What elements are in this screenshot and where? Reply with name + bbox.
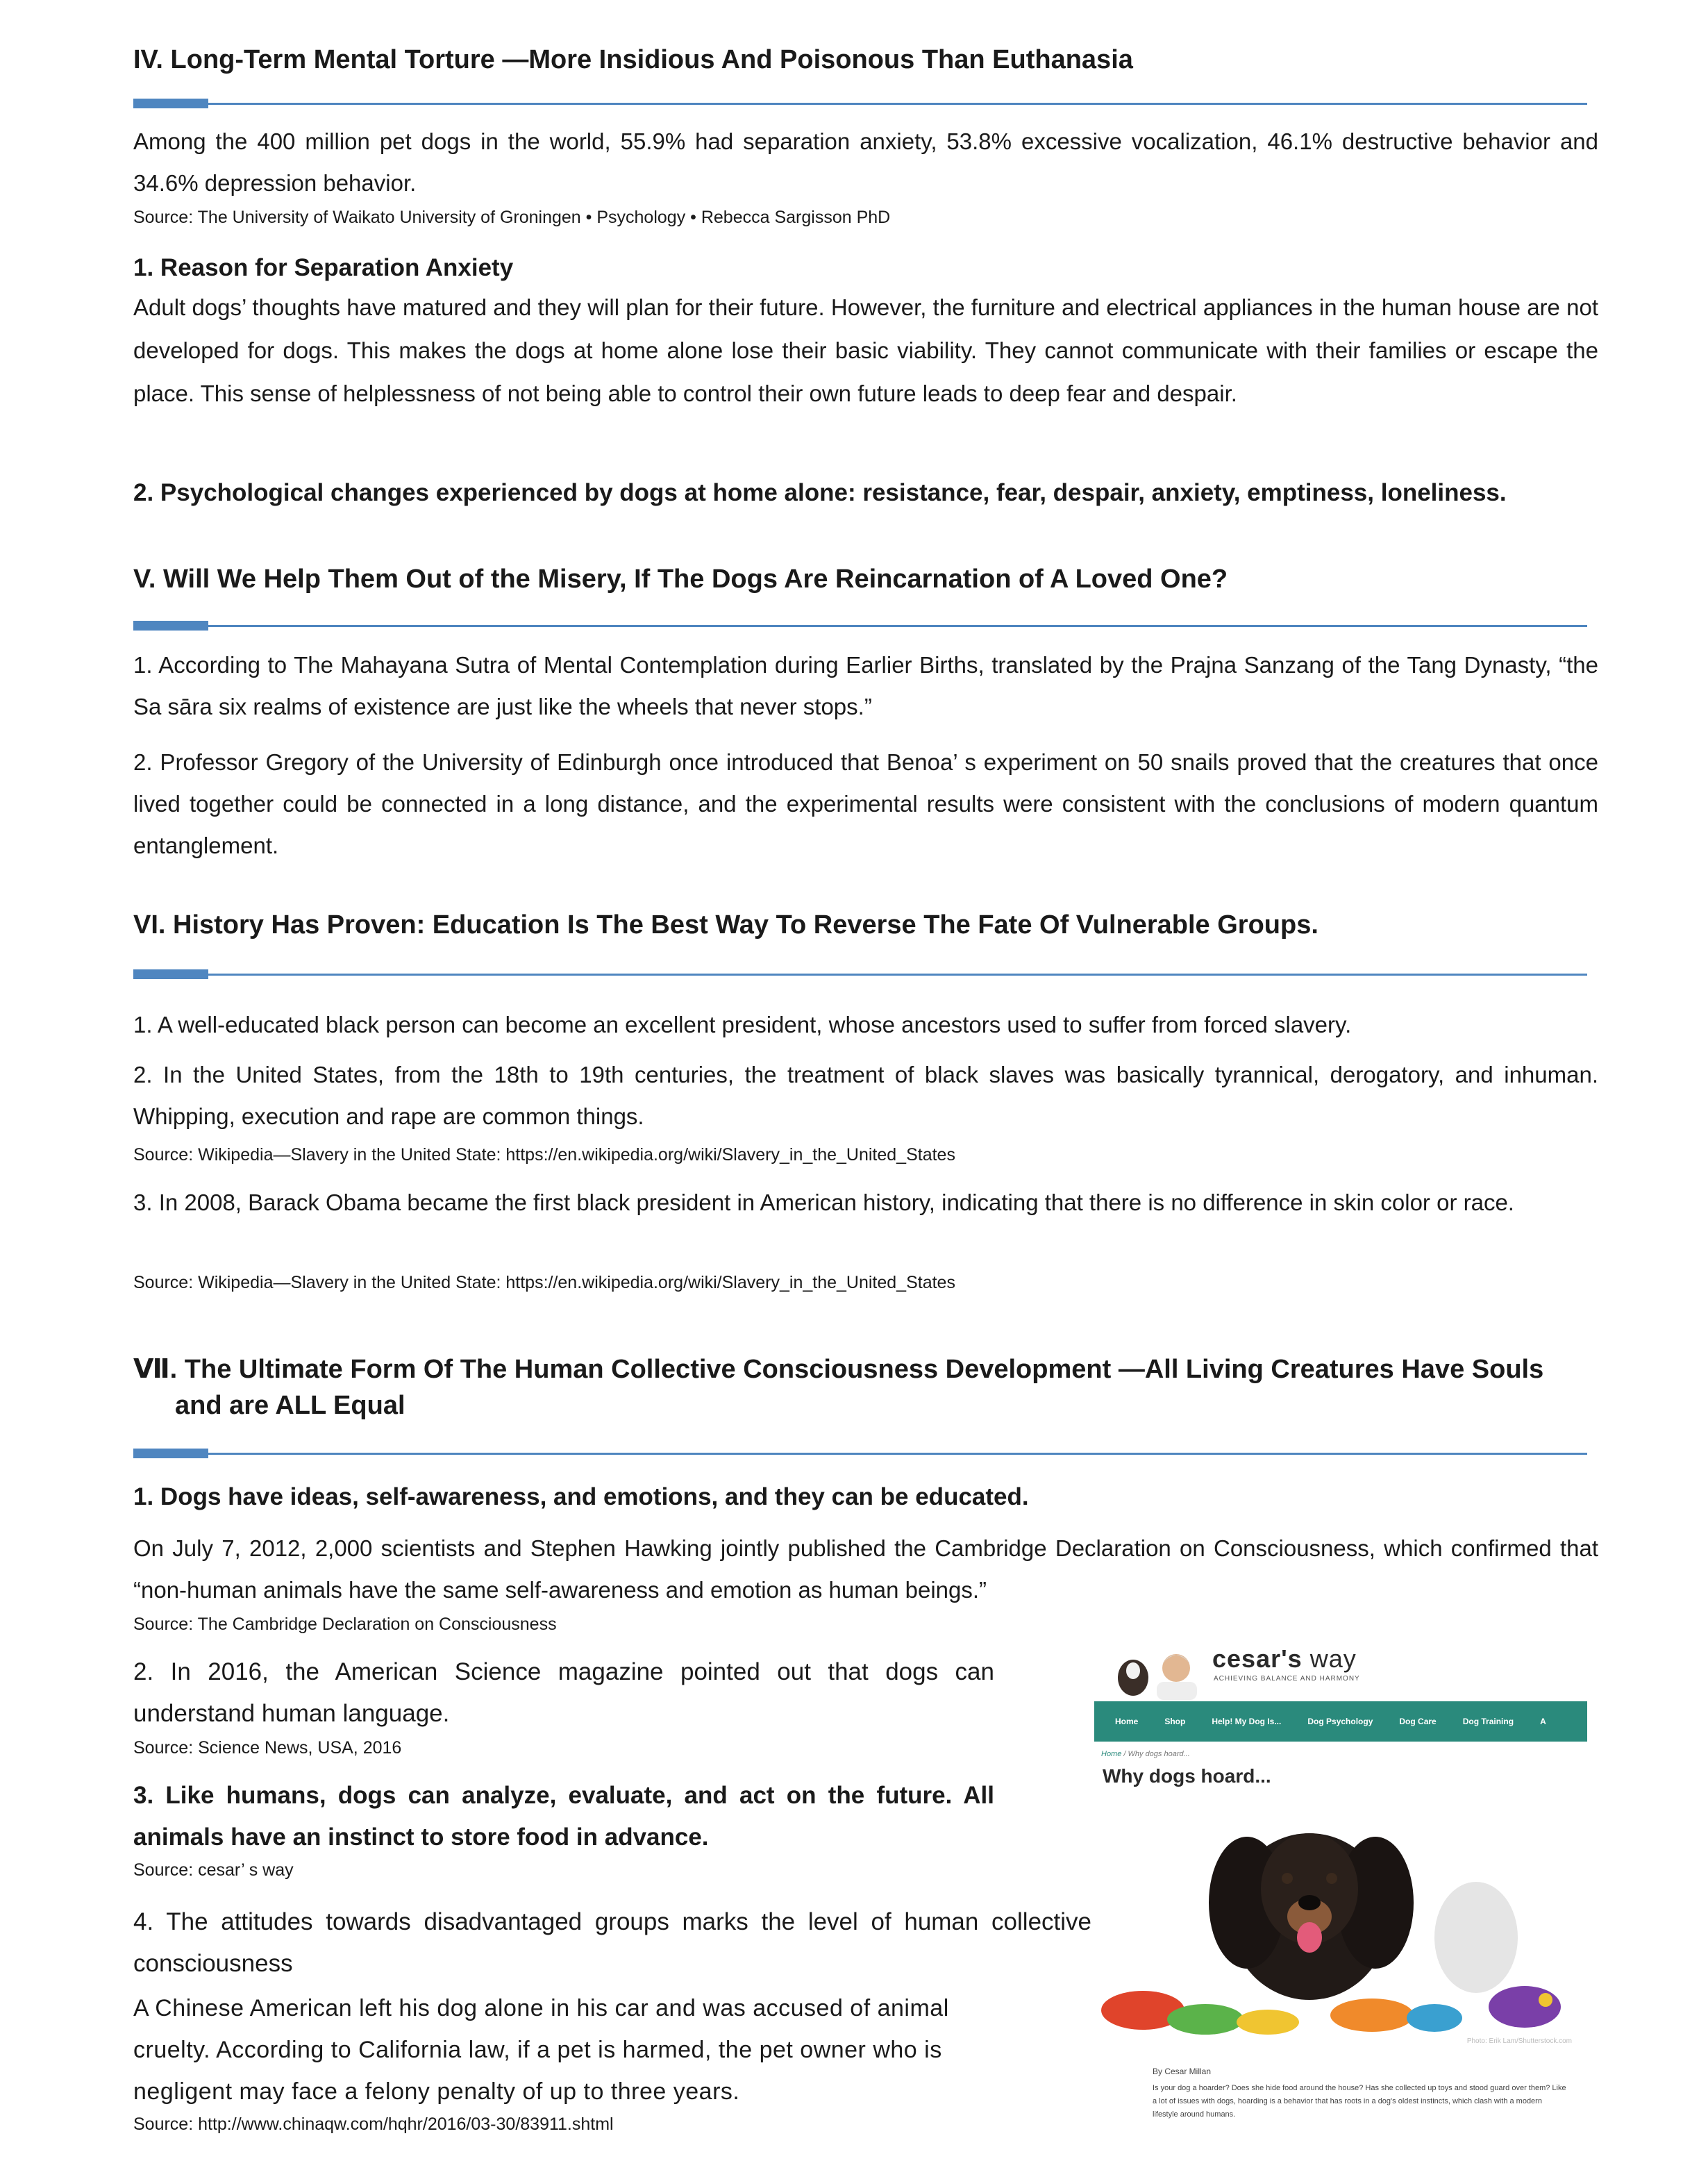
rule-tab — [133, 99, 208, 108]
site-nav — [1094, 1701, 1587, 1742]
cesars-way-screenshot — [1094, 1629, 1587, 2136]
section-7-title — [133, 1351, 1626, 1424]
section-6-rule — [133, 974, 1587, 976]
article-body: Is your dog a hoarder? Does she hide food around the house? Has she collected up toys and stood guard over them? Like a lot of issues with dogs, hoarding is a behavior that has roots in a dog's oldest instincts, which clash with a modern lifestyle around humans. — [1153, 2084, 1566, 2119]
photo-credit: Photo: Erik Lam/Shutterstock.com — [1466, 2037, 1572, 2045]
brand-bold: cesar's — [1212, 1644, 1303, 1673]
section-5-rule — [133, 625, 1587, 627]
section-6-para-3: 3. In 2008, Barack Obama became the first black president in American history, indicating that there is no difference in skin color or race. — [133, 1190, 1514, 1215]
section-6-title: VI. History Has Proven: Education Is The Best Way To Reverse The Fate Of Vulnerable Groups. — [133, 910, 1318, 940]
section-5-para-1: 1. According to The Mahayana Sutra of Mental Contemplation during Earlier Births, translated by the Prajna Sanzang of the Tang Dynasty, “the Sa sāra six realms of existence are just like the wheels that never stops.” — [133, 652, 1598, 719]
section-7-source-3: Source: cesar’ s way — [133, 1860, 294, 1880]
rule-tab — [133, 621, 208, 631]
rule-tab — [133, 1449, 208, 1458]
section-7-title-line-2: and are ALL Equal — [175, 1391, 405, 1420]
nav-help[interactable]: Help! My Dog Is... — [1212, 1717, 1282, 1726]
section-4-para-2: Adult dogs’ thoughts have matured and they will plan for their future. However, the furniture and electrical appliances in the human house are not developed for dogs. This makes the dogs at home alone lose their basic viability. They cannot communicate with their families or escape the place. This sense of helplessness of not being able to control their own future leads to deep fear and despair. — [133, 294, 1598, 406]
logo-dog-and-man-icon — [1107, 1643, 1211, 1700]
section-4-heading-2: 2. Psychological changes experienced by dogs at home alone: resistance, fear, despair, anxiety, emptiness, loneliness. — [133, 479, 1507, 506]
nav-dog-psychology[interactable]: Dog Psychology — [1307, 1717, 1373, 1726]
section-7-title-line-1: Ⅶ. The Ultimate Form Of The Human Collective Consciousness Development —All Living Creatures Have Souls — [133, 1355, 1544, 1384]
breadcrumb-current: / Why dogs hoard... — [1121, 1750, 1190, 1758]
section-4-rule — [133, 103, 1587, 105]
nav-shop[interactable]: Shop — [1164, 1717, 1186, 1726]
section-7-para-3: 3. Like humans, dogs can analyze, evaluate, and act on the future. All animals have an instinct to store food in advance. — [133, 1782, 994, 1851]
byline: By Cesar Millan — [1153, 2067, 1212, 2076]
section-6-source-2: Source: Wikipedia—Slavery in the United State: https://en.wikipedia.org/wiki/Slavery_in_the_United_States — [133, 1145, 955, 1165]
section-7-source-1: Source: The Cambridge Declaration on Consciousness — [133, 1615, 557, 1634]
rule-tab — [133, 969, 208, 979]
section-4-para-1: Among the 400 million pet dogs in the world, 55.9% had separation anxiety, 53.8% excessive vocalization, 46.1% destructive behavior and 34.6% depression behavior. — [133, 128, 1598, 196]
brand-name — [1212, 1644, 1357, 1674]
dog-with-toys-photo — [1101, 1799, 1580, 2035]
brand-light: way — [1309, 1644, 1357, 1673]
nav-home[interactable]: Home — [1115, 1717, 1139, 1726]
section-7-para-5: A Chinese American left his dog alone in his car and was accused of animal cruelty. According to California law, if a pet is harmed, the pet owner who is negligent may face a felony penalty of up to three years. — [133, 1995, 949, 2105]
nav-dog-training[interactable]: Dog Training — [1462, 1717, 1514, 1726]
section-7-rule — [133, 1453, 1587, 1455]
section-7-para-1: On July 7, 2012, 2,000 scientists and Stephen Hawking jointly published the Cambridge Declaration on Consciousness, which confirmed that “non-human animals have the same self-awareness and emotion as human beings.” — [133, 1535, 1598, 1603]
section-4-source-1: Source: The University of Waikato University of Groningen • Psychology • Rebecca Sargisson PhD — [133, 208, 891, 227]
nav-more[interactable]: A — [1540, 1717, 1546, 1726]
nav-dog-care[interactable]: Dog Care — [1399, 1717, 1437, 1726]
breadcrumb-home[interactable]: Home — [1101, 1750, 1122, 1758]
section-6-para-2: 2. In the United States, from the 18th to 19th centuries, the treatment of black slaves was basically tyrannical, derogatory, and inhuman. Whipping, execution and rape are common things. — [133, 1062, 1598, 1129]
section-6-para-1: 1. A well-educated black person can become an excellent president, whose ancestors used to suffer from forced slavery. — [133, 1012, 1352, 1037]
section-5-para-2: 2. Professor Gregory of the University of Edinburgh once introduced that Benoa’ s experiment on 50 snails proved that the creatures that once lived together could be connected in a long distance, and the experimental results were consistent with the conclusions of modern quantum entanglement. — [133, 749, 1598, 858]
section-5-title: V. Will We Help Them Out of the Misery, If The Dogs Are Reincarnation of A Loved One? — [133, 565, 1228, 594]
brand-tagline: ACHIEVING BALANCE AND HARMONY — [1214, 1675, 1360, 1683]
section-4-heading-1: 1. Reason for Separation Anxiety — [133, 254, 514, 281]
section-6-source-3: Source: Wikipedia—Slavery in the United State: https://en.wikipedia.org/wiki/Slavery_in_the_United_States — [133, 1273, 955, 1292]
section-7-source-2: Source: Science News, USA, 2016 — [133, 1738, 402, 1758]
section-4-title: IV. Long-Term Mental Torture —More Insidious And Poisonous Than Euthanasia — [133, 45, 1133, 74]
section-7-heading-1: 1. Dogs have ideas, self-awareness, and emotions, and they can be educated. — [133, 1483, 1029, 1510]
breadcrumb — [1101, 1750, 1190, 1758]
section-7-para-4: 4. The attitudes towards disadvantaged groups marks the level of human collective consciousness — [133, 1908, 1091, 1977]
section-7-para-2: 2. In 2016, the American Science magazine pointed out that dogs can understand human language. — [133, 1658, 994, 1727]
article-title: Why dogs hoard... — [1103, 1765, 1271, 1787]
section-7-source-5: Source: http://www.chinaqw.com/hqhr/2016/03-30/83911.shtml — [133, 2114, 614, 2134]
